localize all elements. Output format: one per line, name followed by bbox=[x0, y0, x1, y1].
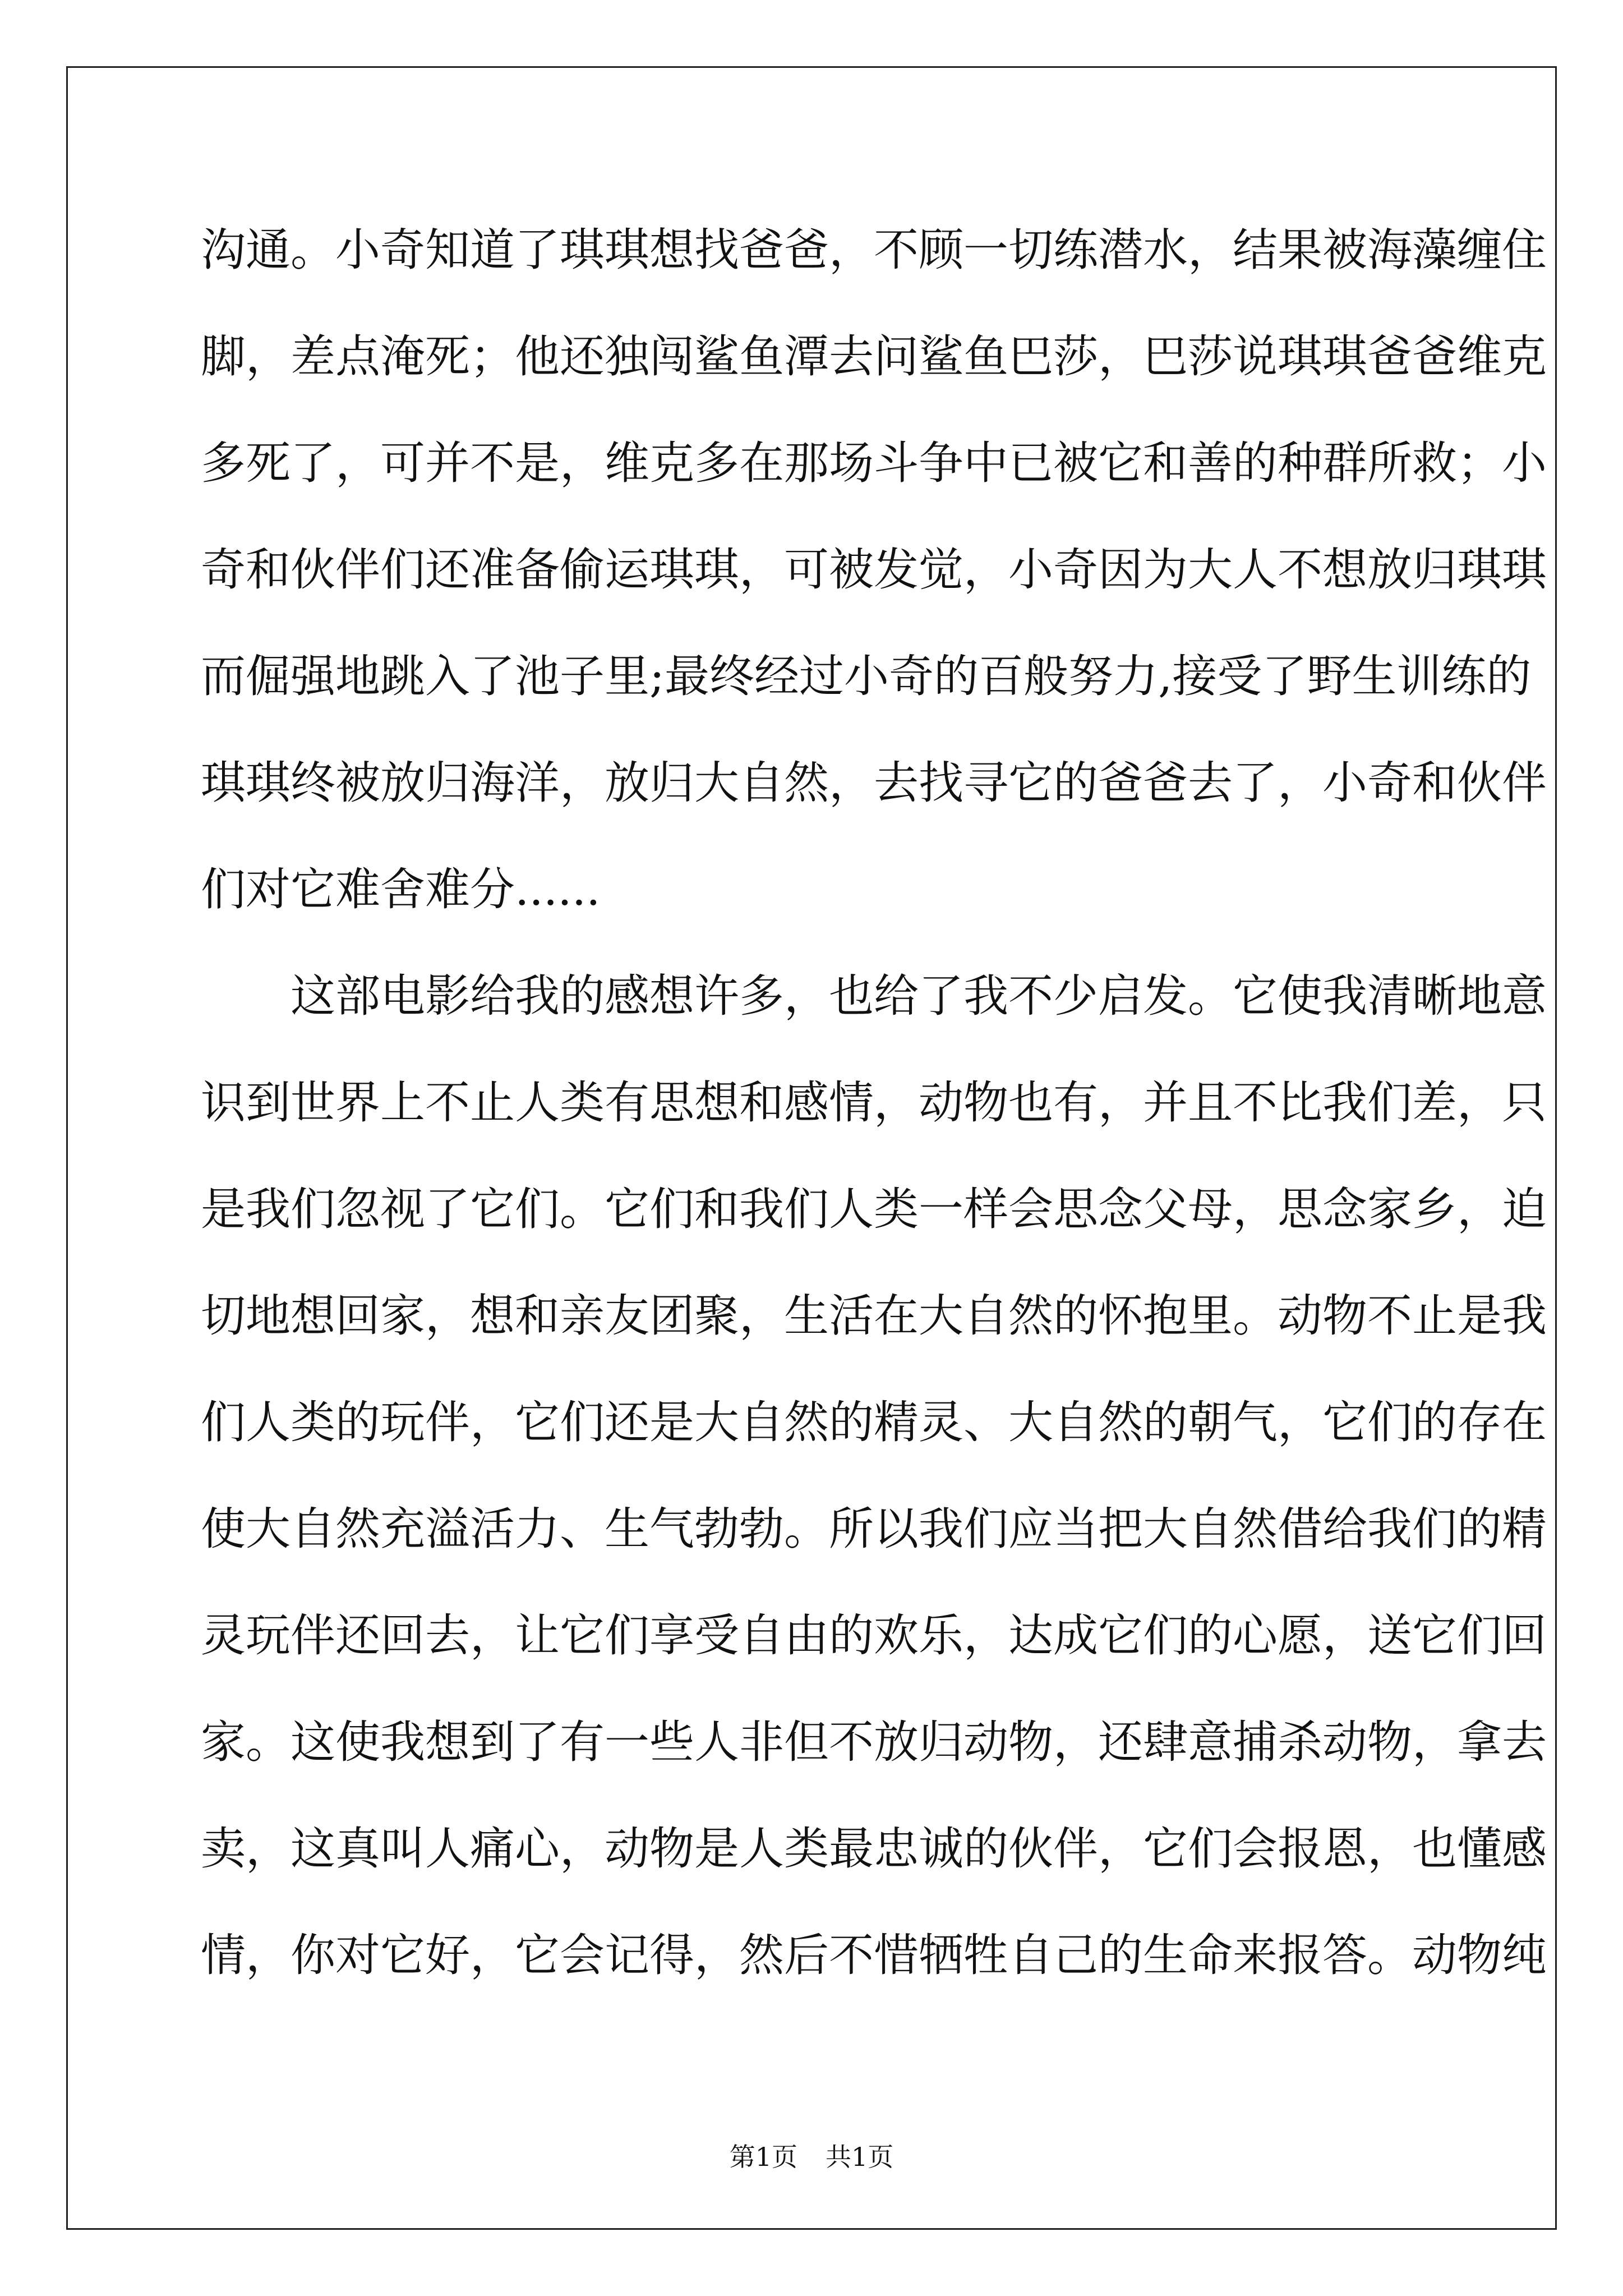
page-total: 共1页 bbox=[826, 2142, 894, 2172]
text-line: 奇和伙伴们还准备偷运琪琪，可被发觉，小奇因为大人不想放归琪琪 bbox=[201, 544, 1547, 596]
text-line: 脚，差点淹死；他还独闯鲨鱼潭去问鲨鱼巴莎，巴莎说琪琪爸爸维克 bbox=[201, 330, 1547, 383]
text-line: 卖，这真叫人痛心，动物是人类最忠诚的伙伴，它们会报恩，也懂感 bbox=[201, 1823, 1547, 1875]
text-line: 这部电影给我的感想许多，也给了我不少启发。它使我清晰地意 bbox=[291, 970, 1547, 1022]
text-line: 情，你对它好，它会记得，然后不惜牺牲自己的生命来报答。动物纯 bbox=[201, 1929, 1547, 1981]
page-number: 第1页 bbox=[729, 2142, 797, 2172]
text-line: 使大自然充溢活力、生气勃勃。所以我们应当把大自然借给我们的精 bbox=[201, 1503, 1547, 1555]
text-line: 切地想回家，想和亲友团聚，生活在大自然的怀抱里。动物不止是我 bbox=[201, 1290, 1547, 1342]
text-line: 灵玩伴还回去，让它们享受自由的欢乐，达成它们的心愿，送它们回 bbox=[201, 1609, 1547, 1662]
text-line: 是我们忽视了它们。它们和我们人类一样会思念父母，思念家乡，迫 bbox=[201, 1183, 1547, 1235]
text-line: 们人类的玩伴，它们还是大自然的精灵、大自然的朝气，它们的存在 bbox=[201, 1396, 1547, 1448]
text-line: 而倔强地跳入了池子里;最终经过小奇的百般努力,接受了野生训练的 bbox=[201, 650, 1532, 702]
text-line: 琪琪终被放归海洋，放归大自然，去找寻它的爸爸去了，小奇和伙伴 bbox=[201, 757, 1547, 809]
text-line: 识到世界上不止人类有思想和感情，动物也有，并且不比我们差，只 bbox=[201, 1076, 1547, 1129]
text-line: 多死了，可并不是，维克多在那场斗争中已被它和善的种群所救；小 bbox=[201, 437, 1547, 489]
text-line: 们对它难舍难分...... bbox=[201, 863, 601, 915]
page-footer bbox=[0, 2140, 1623, 2174]
text-line: 家。这使我想到了有一些人非但不放归动物，还肆意捕杀动物，拿去 bbox=[201, 1716, 1547, 1768]
page-border bbox=[66, 66, 1557, 2230]
text-line: 沟通。小奇知道了琪琪想找爸爸，不顾一切练潜水，结果被海藻缠住 bbox=[201, 224, 1547, 276]
